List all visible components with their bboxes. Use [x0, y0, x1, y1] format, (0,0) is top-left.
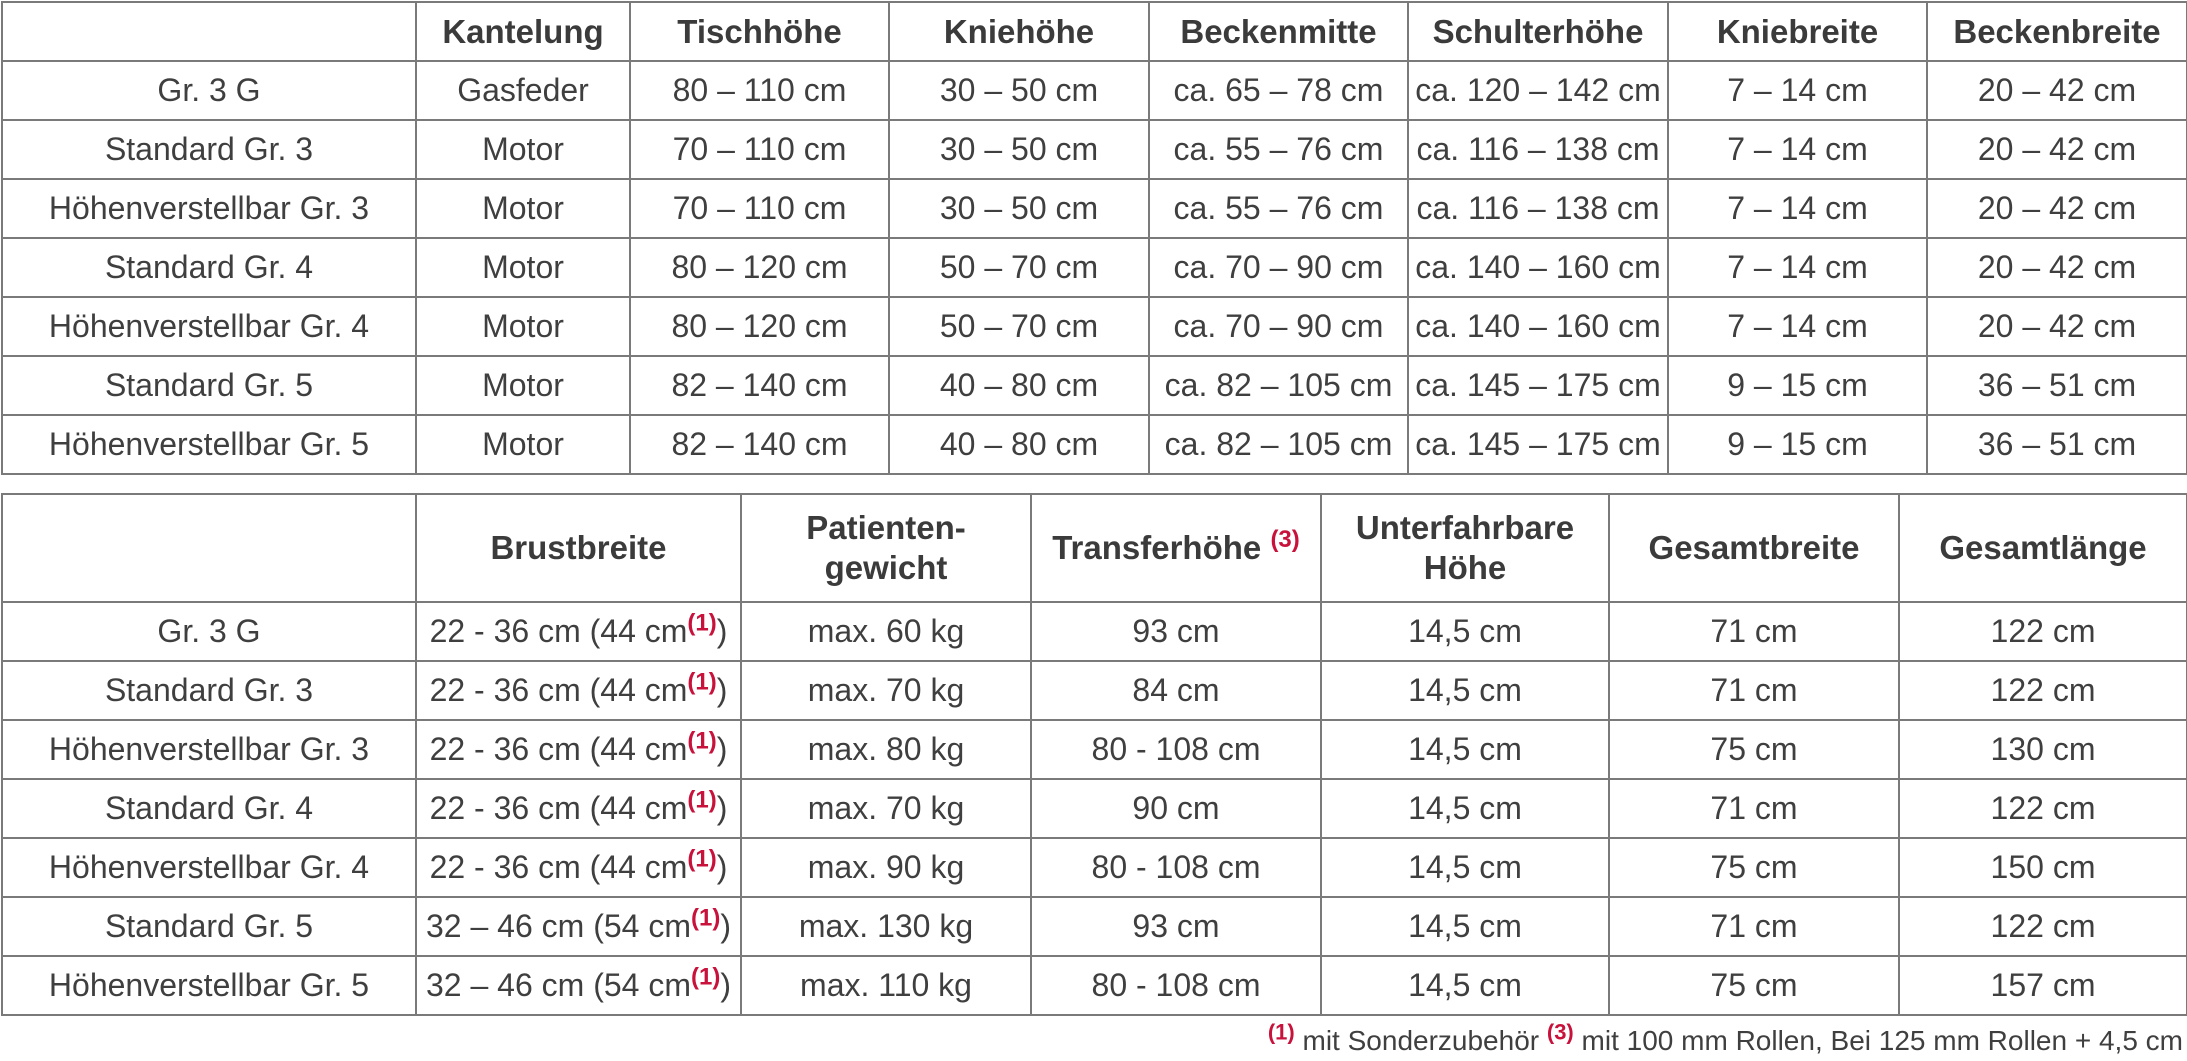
table-cell: 71 cm: [1609, 602, 1899, 661]
table-cell: 75 cm: [1609, 838, 1899, 897]
table-cell: 71 cm: [1609, 897, 1899, 956]
header-beckenmitte: Beckenmitte: [1149, 2, 1408, 61]
table-row: [2, 297, 2187, 356]
model-name: Standard Gr. 3: [2, 120, 416, 179]
table-cell: max. 80 kg: [741, 720, 1031, 779]
header-unterfahrbare-line2: Höhe: [1423, 549, 1507, 586]
table-cell: 20 – 42 cm: [1927, 179, 2187, 238]
specifications-table: [1, 493, 2187, 1016]
table-cell: 20 – 42 cm: [1927, 61, 2187, 120]
table-cell: ca. 120 – 142 cm: [1408, 61, 1668, 120]
model-name: Gr. 3 G: [2, 602, 416, 661]
table-cell: 14,5 cm: [1321, 661, 1609, 720]
footnote-marker-1: (1): [687, 845, 717, 873]
footnote-marker-3: (3): [1270, 526, 1300, 553]
table-row: [2, 897, 2187, 956]
table-row: [2, 779, 2187, 838]
table-cell: 14,5 cm: [1321, 956, 1609, 1015]
footnote-marker-1: (1): [687, 668, 717, 696]
table-cell: 122 cm: [1899, 779, 2187, 838]
table-cell: 40 – 80 cm: [889, 356, 1149, 415]
table-cell: 80 - 108 cm: [1031, 956, 1321, 1015]
paren-close: ): [716, 849, 728, 885]
table-cell: 122 cm: [1899, 897, 2187, 956]
table-row: [2, 720, 2187, 779]
table-cell: 71 cm: [1609, 779, 1899, 838]
table-cell: max. 130 kg: [741, 897, 1031, 956]
header-patientengewicht: [741, 494, 1031, 602]
header-gesamtlaenge: Gesamtlänge: [1899, 494, 2187, 602]
header-unterfahrbare-line1: Unterfahrbare: [1355, 509, 1575, 546]
footnote-marker-1: (1): [691, 904, 721, 932]
table-cell: max. 110 kg: [741, 956, 1031, 1015]
table-cell: 20 – 42 cm: [1927, 120, 2187, 179]
table-row: [2, 661, 2187, 720]
footnotes: [1267, 1019, 2183, 1057]
table-cell: 7 – 14 cm: [1668, 238, 1927, 297]
table-cell: ca. 82 – 105 cm: [1149, 415, 1408, 474]
table-cell: 14,5 cm: [1321, 838, 1609, 897]
table-cell: Motor: [416, 120, 630, 179]
header-gesamtbreite: Gesamtbreite: [1609, 494, 1899, 602]
brustbreite-cell: [416, 956, 741, 1015]
table-cell: ca. 55 – 76 cm: [1149, 120, 1408, 179]
table-row: [2, 238, 2187, 297]
table-cell: 14,5 cm: [1321, 602, 1609, 661]
footnote-text-3: mit 100 mm Rollen, Bei 125 mm Rollen + 4,5 cm: [1581, 1025, 2183, 1056]
footnote-marker-1: (1): [687, 609, 717, 637]
table-cell: 122 cm: [1899, 661, 2187, 720]
model-name: Standard Gr. 4: [2, 238, 416, 297]
brustbreite-value: 22 - 36 cm (44 cm: [429, 613, 688, 649]
brustbreite-cell: [416, 897, 741, 956]
model-name: Standard Gr. 5: [2, 356, 416, 415]
table-cell: Motor: [416, 179, 630, 238]
paren-close: ): [716, 790, 728, 826]
brustbreite-value: 22 - 36 cm (44 cm: [429, 672, 688, 708]
table-cell: Motor: [416, 415, 630, 474]
paren-close: ): [720, 908, 731, 944]
paren-close: ): [720, 967, 731, 1003]
table-row: [2, 179, 2187, 238]
table-cell: 40 – 80 cm: [889, 415, 1149, 474]
header-brustbreite: Brustbreite: [416, 494, 741, 602]
table-cell: 90 cm: [1031, 779, 1321, 838]
header-kniehoehe: Kniehöhe: [889, 2, 1149, 61]
table-cell: 80 – 120 cm: [630, 297, 889, 356]
model-name: Höhenverstellbar Gr. 5: [2, 415, 416, 474]
table-cell: 7 – 14 cm: [1668, 179, 1927, 238]
table-cell: ca. 65 – 78 cm: [1149, 61, 1408, 120]
brustbreite-value: 22 - 36 cm (44 cm: [429, 849, 688, 885]
table-row: [2, 61, 2187, 120]
header-corner: [2, 494, 416, 602]
table-cell: 93 cm: [1031, 602, 1321, 661]
header-tischhoehe: Tischhöhe: [630, 2, 889, 61]
model-name: Höhenverstellbar Gr. 4: [2, 838, 416, 897]
table-cell: 9 – 15 cm: [1668, 356, 1927, 415]
table-cell: 36 – 51 cm: [1927, 356, 2187, 415]
header-schulterhoehe: Schulterhöhe: [1408, 2, 1668, 61]
table-cell: max. 60 kg: [741, 602, 1031, 661]
table-cell: 80 - 108 cm: [1031, 838, 1321, 897]
table-row: [2, 415, 2187, 474]
table-cell: 30 – 50 cm: [889, 61, 1149, 120]
header-unterfahrbare-hoehe: [1321, 494, 1609, 602]
model-name: Standard Gr. 4: [2, 779, 416, 838]
table-cell: 71 cm: [1609, 661, 1899, 720]
brustbreite-value: 32 – 46 cm (54 cm: [426, 908, 691, 944]
table-cell: max. 70 kg: [741, 779, 1031, 838]
brustbreite-cell: [416, 602, 741, 661]
table-cell: 36 – 51 cm: [1927, 415, 2187, 474]
table-cell: 9 – 15 cm: [1668, 415, 1927, 474]
table-cell: Motor: [416, 297, 630, 356]
paren-close: ): [716, 672, 728, 708]
table-cell: 80 – 120 cm: [630, 238, 889, 297]
table-cell: 50 – 70 cm: [889, 238, 1149, 297]
table-cell: 82 – 140 cm: [630, 415, 889, 474]
header-transferhoehe-label: Transferhöhe: [1052, 529, 1262, 566]
brustbreite-cell: [416, 720, 741, 779]
table-cell: 30 – 50 cm: [889, 179, 1149, 238]
table-cell: ca. 116 – 138 cm: [1408, 179, 1668, 238]
brustbreite-cell: [416, 838, 741, 897]
table-cell: 50 – 70 cm: [889, 297, 1149, 356]
table-cell: 84 cm: [1031, 661, 1321, 720]
model-name: Höhenverstellbar Gr. 5: [2, 956, 416, 1015]
table-cell: 7 – 14 cm: [1668, 61, 1927, 120]
table-cell: 7 – 14 cm: [1668, 120, 1927, 179]
model-name: Höhenverstellbar Gr. 3: [2, 179, 416, 238]
brustbreite-value: 22 - 36 cm (44 cm: [429, 731, 688, 767]
footnote-marker-1: (1): [687, 786, 717, 814]
table-cell: 70 – 110 cm: [630, 179, 889, 238]
footnote-marker-1: (1): [1267, 1019, 1295, 1045]
table-cell: max. 90 kg: [741, 838, 1031, 897]
paren-close: ): [716, 613, 728, 649]
table-cell: 93 cm: [1031, 897, 1321, 956]
table-header-row: [2, 2, 2187, 61]
table-cell: 7 – 14 cm: [1668, 297, 1927, 356]
header-beckenbreite: Beckenbreite: [1927, 2, 2187, 61]
model-name: Gr. 3 G: [2, 61, 416, 120]
table-cell: ca. 140 – 160 cm: [1408, 238, 1668, 297]
brustbreite-cell: [416, 779, 741, 838]
model-name: Standard Gr. 3: [2, 661, 416, 720]
footnote-marker-1: (1): [691, 963, 721, 991]
table-cell: 80 – 110 cm: [630, 61, 889, 120]
header-corner: [2, 2, 416, 61]
footnote-text-1: mit Sonderzubehör: [1302, 1025, 1540, 1056]
header-transferhoehe: [1031, 494, 1321, 602]
model-name: Höhenverstellbar Gr. 3: [2, 720, 416, 779]
table-row: [2, 838, 2187, 897]
header-kantelung: Kantelung: [416, 2, 630, 61]
table-cell: 80 - 108 cm: [1031, 720, 1321, 779]
table-cell: Motor: [416, 356, 630, 415]
table-cell: 20 – 42 cm: [1927, 297, 2187, 356]
table-cell: 82 – 140 cm: [630, 356, 889, 415]
table-cell: ca. 145 – 175 cm: [1408, 356, 1668, 415]
table-cell: 14,5 cm: [1321, 720, 1609, 779]
paren-close: ): [716, 731, 728, 767]
table-cell: 130 cm: [1899, 720, 2187, 779]
table-row: [2, 602, 2187, 661]
table-row: [2, 356, 2187, 415]
table-cell: ca. 82 – 105 cm: [1149, 356, 1408, 415]
footnote-marker-3: (3): [1546, 1019, 1574, 1045]
dimensions-table: [1, 1, 2187, 475]
table-cell: ca. 116 – 138 cm: [1408, 120, 1668, 179]
model-name: Höhenverstellbar Gr. 4: [2, 297, 416, 356]
table-row: [2, 956, 2187, 1015]
table-cell: Motor: [416, 238, 630, 297]
header-patientengewicht-line1: Patienten-: [806, 509, 966, 546]
model-name: Standard Gr. 5: [2, 897, 416, 956]
table-cell: 14,5 cm: [1321, 779, 1609, 838]
table-cell: ca. 140 – 160 cm: [1408, 297, 1668, 356]
table-cell: 75 cm: [1609, 720, 1899, 779]
table-cell: Gasfeder: [416, 61, 630, 120]
footnote-marker-1: (1): [687, 727, 717, 755]
table-cell: 14,5 cm: [1321, 897, 1609, 956]
brustbreite-value: 32 – 46 cm (54 cm: [426, 967, 691, 1003]
table-cell: 75 cm: [1609, 956, 1899, 1015]
brustbreite-value: 22 - 36 cm (44 cm: [429, 790, 688, 826]
table-cell: ca. 70 – 90 cm: [1149, 297, 1408, 356]
table-header-row: [2, 494, 2187, 602]
table-row: [2, 120, 2187, 179]
table-cell: 30 – 50 cm: [889, 120, 1149, 179]
table-cell: 70 – 110 cm: [630, 120, 889, 179]
table-cell: 150 cm: [1899, 838, 2187, 897]
header-patientengewicht-line2: gewicht: [824, 549, 948, 586]
table-cell: max. 70 kg: [741, 661, 1031, 720]
table-cell: 122 cm: [1899, 602, 2187, 661]
table-cell: 20 – 42 cm: [1927, 238, 2187, 297]
table-cell: ca. 145 – 175 cm: [1408, 415, 1668, 474]
header-kniebreite: Kniebreite: [1668, 2, 1927, 61]
table-cell: ca. 55 – 76 cm: [1149, 179, 1408, 238]
brustbreite-cell: [416, 661, 741, 720]
table-cell: 157 cm: [1899, 956, 2187, 1015]
table-cell: ca. 70 – 90 cm: [1149, 238, 1408, 297]
